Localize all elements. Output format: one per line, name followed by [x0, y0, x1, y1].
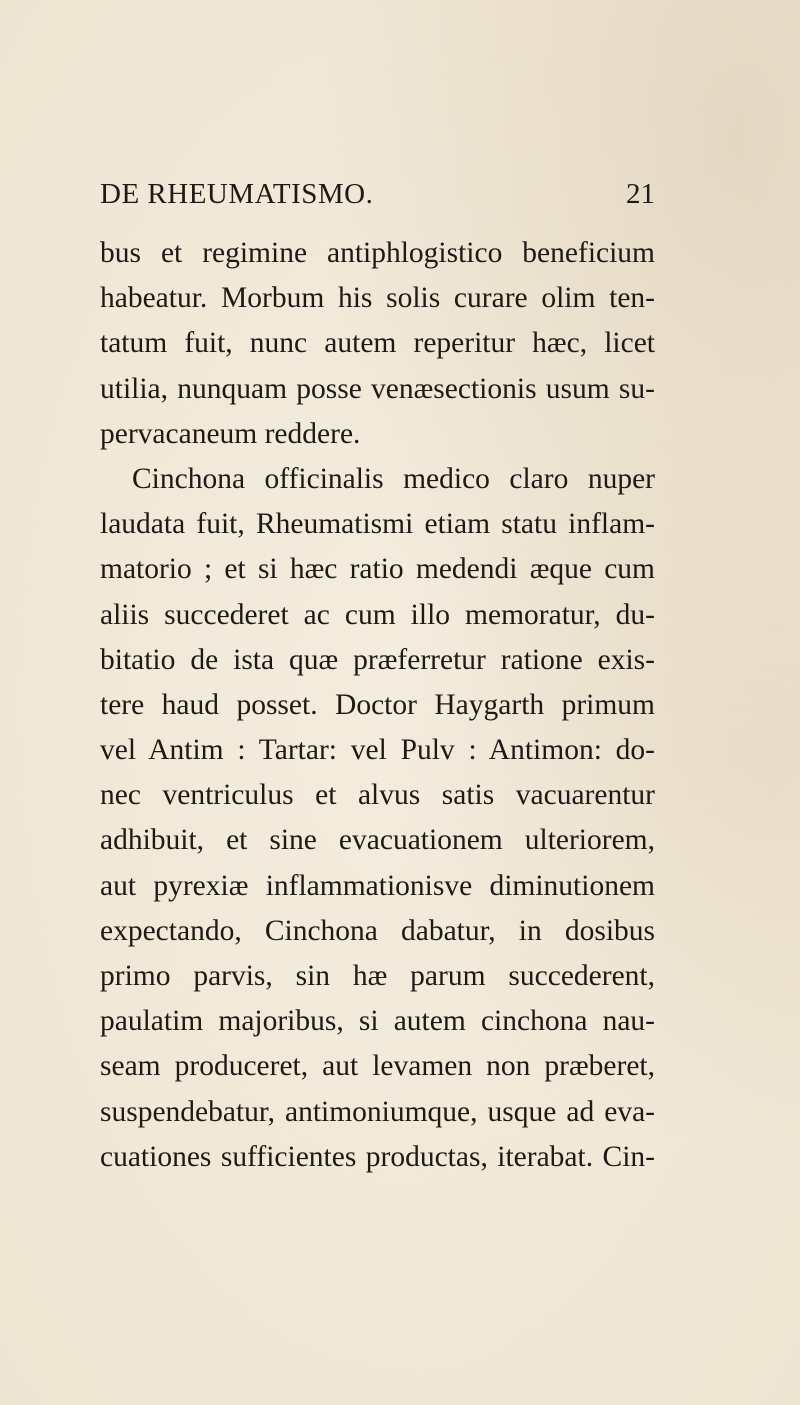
text-line: paulatim majoribus, si autem cinchona nau-	[100, 1005, 655, 1038]
text-line: adhibuit, et sine evacuationem ulteriorem,	[100, 824, 655, 857]
running-title: DE RHEUMATISMO.	[100, 178, 374, 210]
paragraph-first-line: Cinchona officinalis medico claro nuper	[132, 462, 655, 495]
body-text	[100, 231, 655, 1180]
text-line: primo parvis, sin hæ parum succederent,	[100, 960, 655, 992]
text-line: laudata fuit, Rheumatismi etiam statu inflam-	[100, 508, 655, 541]
page-number: 21	[626, 178, 655, 210]
page-header	[100, 178, 655, 218]
text-line: expectando, Cinchona dabatur, in dosibus	[100, 914, 655, 947]
text-line: nec ventriculus et alvus satis vacuarentur	[100, 779, 655, 812]
text-line: aut pyrexiæ inflammationisve diminutionem	[100, 869, 655, 902]
text-line: aliis succederet ac cum illo memoratur, du-	[100, 598, 655, 631]
text-line: utilia, nunquam posse venæsectionis usum su-	[100, 372, 655, 405]
text-line: vel Antim : Tartar: vel Pulv : Antimon: do-	[100, 734, 655, 767]
text-line: matorio ; et si hæc ratio medendi æque cum	[100, 553, 655, 586]
text-line: cuationes sufficientes productas, iterabat. Cin-	[100, 1140, 655, 1173]
text-line: habeatur. Morbum his solis curare olim ten-	[100, 282, 655, 315]
text-line: tere haud posset. Doctor Haygarth primum	[100, 688, 655, 721]
text-line: seam produceret, aut levamen non præberet,	[100, 1050, 655, 1083]
text-line: suspendebatur, antimoniumque, usque ad eva-	[100, 1095, 655, 1128]
text-line: bitatio de ista quæ præferretur ratione exis-	[100, 643, 655, 676]
text-line: tatum fuit, nunc autem reperitur hæc, licet	[100, 327, 655, 360]
text-line: bus et regimine antiphlogistico beneficium	[100, 237, 655, 269]
text-line: pervacaneum reddere.	[100, 417, 361, 450]
